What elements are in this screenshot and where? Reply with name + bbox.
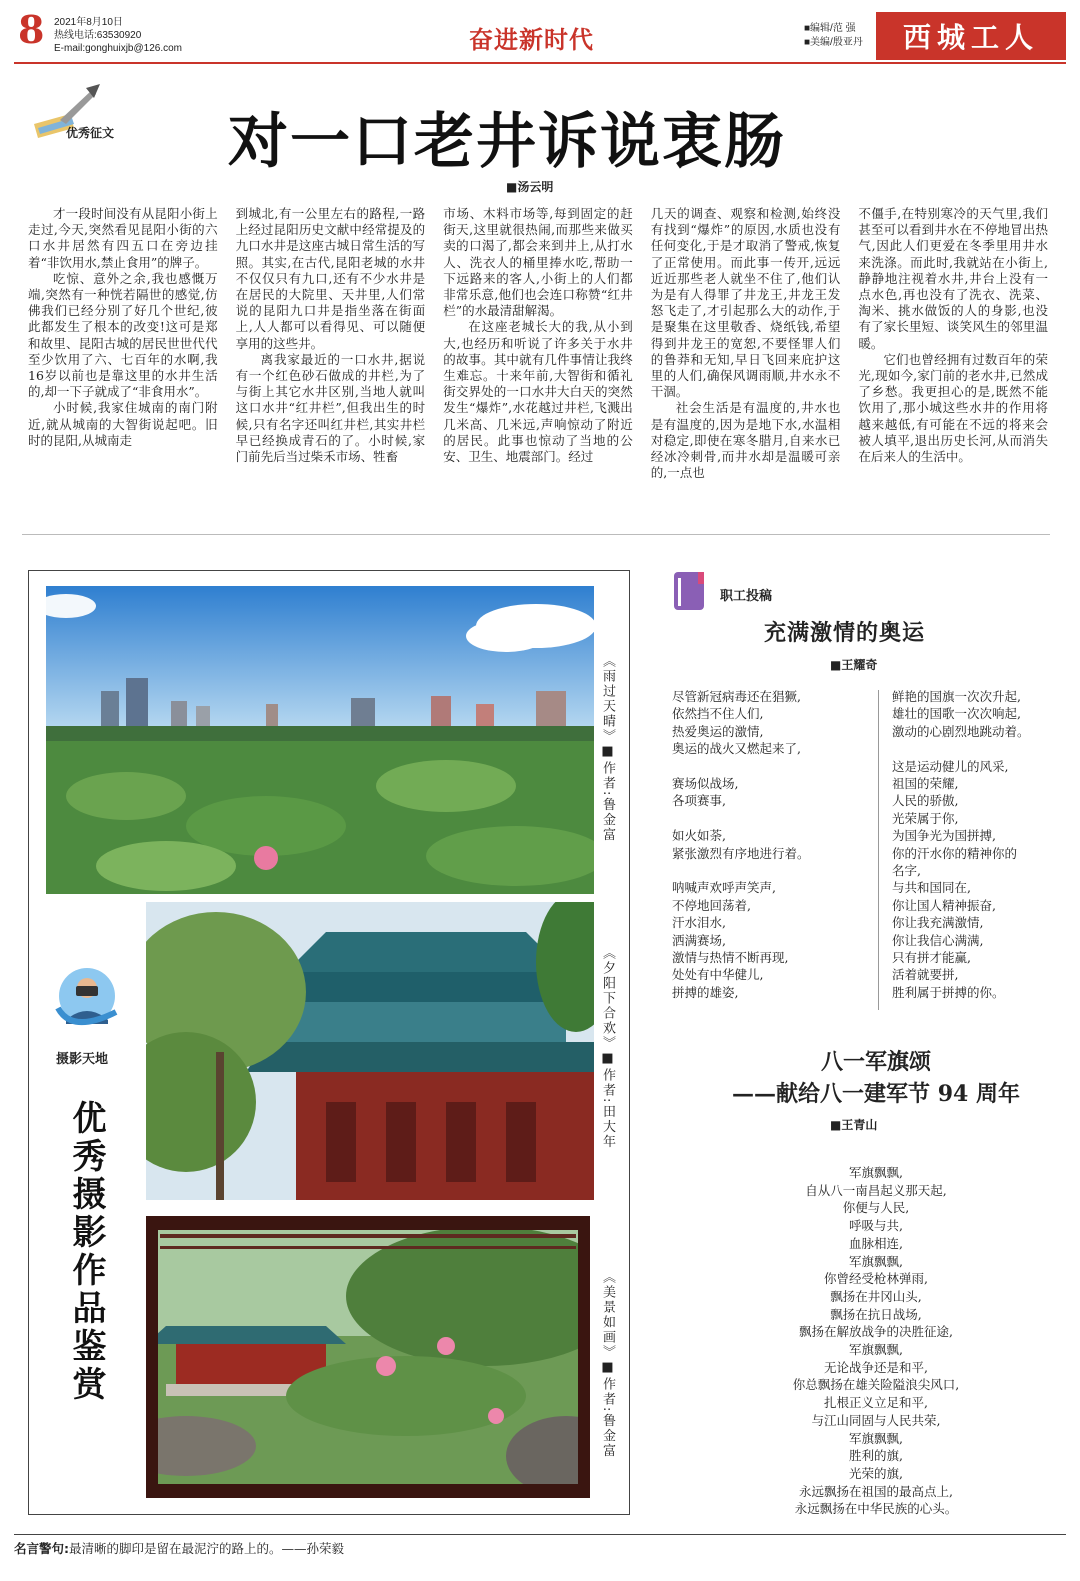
- poem-title: 充满激情的奥运: [764, 620, 926, 646]
- essay-badge: 优秀征文: [66, 126, 115, 140]
- poem-line: 这是运动健儿的风采,: [892, 758, 1009, 774]
- issue-date: 2021年8月10日: [54, 17, 123, 28]
- photography-label: 摄影天地: [56, 1052, 109, 1067]
- article-title: 对一口老井诉说衷肠: [228, 107, 786, 177]
- poem-line: 鲜艳的国旗一次次升起,: [892, 689, 1021, 704]
- paragraph: 吃惊、意外之余,我也感慨万端,突然有一种恍若隔世的感觉,仿佛我们已经分别了好几个世纪,彼此都发生了根本的改变!这可是郑和故里、昆阳古城的居民世世代代至少饮用了六、七百年的水啊,我16岁以前也是靠这里的水井生活的,却一下子就成了“非食用水”。: [28, 270, 218, 400]
- masthead: [14, 8, 1066, 64]
- quote-label: 名言警句:: [14, 1541, 69, 1556]
- poem-line: 拼搏的雄姿,: [672, 984, 739, 1000]
- photographer-icon: [52, 966, 122, 1036]
- stanza-gap: [672, 758, 810, 775]
- email: E-mail:gonghuixjb@126.com: [54, 43, 182, 54]
- poem-line: 只有拼才能赢,: [892, 950, 971, 966]
- poem-line: 扎根正义立足和平,: [824, 1395, 928, 1411]
- paragraph: 到城北,有一公里左右的路程,一路上经过昆阳历史文献中经常提及的九口水井是这座古城日常生活的写照。其实,在古代,昆阳老城的水井不仅仅只有九口,还有不少水井是在居民的大院里、天井里,人们常说的昆阳九口井是指坐落在街面上,人人都可以看得见、可以随便享用的这些井。: [235, 206, 426, 351]
- paragraph: 才一段时间没有从昆阳小街上走过,今天,突然看见昆阳小街的六口水井居然有四五口在旁边挂着“非饮用水,禁止食用”的牌子。: [28, 206, 218, 270]
- poem-line: 雄壮的国歌一次次响起,: [892, 706, 1021, 722]
- poem-line: 祖国的荣耀,: [892, 776, 959, 792]
- notebook-icon: [670, 570, 710, 612]
- poem-column-divider: [878, 690, 879, 1010]
- poem2-subtitle-line: ——献给八一建军节 94 周年: [732, 1081, 1020, 1107]
- photo-lotus-city: [46, 586, 594, 894]
- header-meta: [54, 16, 182, 55]
- poem-line: 军旗飘飘,: [849, 1342, 903, 1358]
- photo-pavilion-silk-tree: [146, 902, 594, 1200]
- poem-line: 活着就要拼,: [892, 967, 959, 983]
- paragraph: 不僵手,在特别寒冷的天气里,我们甚至可以看到井水在不停地冒出热气,因此人们更爱在冬季里用井水来洗涤。而此时,我就站在小街上,静静地注视着水井,井台上没有一点水色,再也没有了洗衣、洗菜、淘米、挑水做饭的人的身影,也没有了家长里短、谈笑风生的邻里温暖。: [858, 206, 1048, 351]
- article-column-1: [28, 206, 218, 518]
- poem-line: 激情与热情不断再现,: [672, 950, 789, 966]
- article-column-5: [858, 206, 1048, 518]
- poem-line: 处处有中华健儿,: [672, 967, 764, 983]
- poem-line: 你让我充满激情,: [892, 915, 984, 931]
- paragraph: 离我家最近的一口水井,据说有一个红色砂石做成的井栏,为了与街上其它水井区别,当地人就叫这口水井“红井栏”,但我出生的时候,只有名字还叫红井栏,其实井栏早已经换成青石的了。小时候,家门前先后当过柴禾市场、牲畜: [235, 351, 426, 465]
- photography-title: 优秀摄影作品鉴赏: [66, 1100, 106, 1404]
- photo-caption-1: 《雨过天晴》■作者:鲁金富: [600, 654, 615, 843]
- article-body: [28, 206, 1048, 518]
- poem-line: 胜利属于拼搏的你。: [892, 984, 1005, 1000]
- poem-line: 热爱奥运的激情,: [672, 723, 764, 739]
- poem2-author: ■王青山: [830, 1118, 878, 1132]
- poem-line: 你便与人民,: [842, 1200, 910, 1216]
- poem-left-stanzas: [672, 688, 810, 1001]
- poem-line: 名字,: [892, 863, 921, 879]
- photo-caption-3: 《美景如画》■作者:鲁金富: [600, 1270, 615, 1459]
- paragraph: 社会生活是有温度的,井水也是有温度的,因为是地下水,水温相对稳定,即使在寒冬腊月,自来水已经冰冷刺骨,而井水却是温暖可亲的,一点也: [650, 400, 841, 481]
- poem-line: 汗水泪水,: [672, 915, 726, 931]
- article-column-3: [443, 206, 633, 518]
- footer-quote: [14, 1534, 1066, 1557]
- poem-line: 血脉相连,: [849, 1235, 903, 1251]
- poem-line: 永远飘扬在中华民族的心头。: [794, 1501, 958, 1517]
- poem-line: 呼吸与共,: [849, 1218, 903, 1234]
- poem-line: 依然挡不住人们,: [672, 706, 764, 722]
- paper-logo: 西城工人: [876, 12, 1066, 60]
- poem-author: ■王耀奇: [830, 658, 878, 672]
- poem-line: 如火如荼,: [672, 828, 726, 844]
- poem-line: 飘扬在抗日战场,: [830, 1306, 922, 1322]
- poem-line: 你曾经受枪林弹雨,: [824, 1271, 928, 1287]
- paragraph: 小时候,我家住城南的南门附近,就从城南的大智街说起吧。旧时的昆阳,从城南走: [28, 400, 218, 448]
- quote-text: 最清晰的脚印是留在最泥泞的路上的。——孙荣毅: [69, 1541, 345, 1556]
- poem-line: 胜利的旗,: [849, 1448, 903, 1464]
- poem-line: 光荣属于你,: [892, 810, 959, 826]
- poem-line: 为国争光为国拼搏,: [892, 828, 996, 844]
- poem-line: 无论战争还是和平,: [824, 1359, 928, 1375]
- poem-line: 光荣的旗,: [849, 1465, 903, 1481]
- poem-line: 呐喊声欢呼声笑声,: [672, 880, 776, 896]
- poem-line: 与共和国同在,: [892, 880, 971, 896]
- editor: ■编辑/范 强: [804, 23, 856, 34]
- poem-line: 军旗飘飘,: [849, 1253, 903, 1269]
- article-column-2: [236, 206, 426, 518]
- section-divider: [22, 534, 1050, 535]
- poem2-body: [680, 1164, 1072, 1518]
- paragraph: 市场、木料市场等,每到固定的赶街天,这里就很热闹,而那些来做买卖的口渴了,都会来到井上,从打水人、洗衣人的桶里捧水吃,帮助一下远路来的客人,小街上的人们都非常乐意,他们也会连口称赞“红井栏”的水最清甜解渴。: [443, 206, 633, 319]
- poem-line: 永远飘扬在祖国的最高点上,: [799, 1483, 953, 1499]
- designer: ■美编/殷亚丹: [804, 37, 863, 48]
- stanza-gap: [892, 740, 1030, 757]
- editor-credits: [804, 22, 863, 50]
- poem-line: 紧张激烈有序地进行着。: [672, 845, 810, 861]
- poem-line: 飘扬在解放战争的决胜征途,: [799, 1324, 953, 1340]
- article-byline: ■汤云明: [506, 180, 554, 194]
- poem-line: 你总飘扬在雄关险隘浪尖风口,: [792, 1377, 960, 1393]
- poem-line: 人民的骄傲,: [892, 793, 959, 809]
- stanza-gap: [672, 862, 810, 879]
- photo-caption-2: 《夕阳下合欢》■作者:田大年: [600, 946, 615, 1150]
- poem-line: 飘扬在井冈山头,: [830, 1288, 922, 1304]
- poem-line: 你让国人精神振奋,: [892, 897, 996, 913]
- paragraph: 在这座老城长大的我,从小到大,也经历和听说了许多关于水井的故事。其中就有几件事情让我终生难忘。十来年前,大智街和循礼街交界处的一口水井大白天的突然发生“爆炸”,水花越过井栏,飞溅出几米高、几米远,声响惊动了附近的居民。此事也惊动了当地的公安、卫生、地震部门。经过: [443, 319, 633, 465]
- paragraph: 几天的调查、观察和检测,始终没有找到“爆炸”的原因,水质也没有任何变化,于是才取消了警戒,恢复了正常使用。而此事一传开,远远近近那些老人就坐不住了,他们认为是有人得罪了井龙王,井龙王发怒飞走了,才引起那么大的动作,于是聚集在这里敬香、烧纸钱,希望得到井龙王的宽恕,不要怪罪人们的鲁莽和无知,早日飞回来庇护这里的人们,确保风调雨顺,井水永不干涸。: [650, 206, 841, 400]
- poem-line: 各项赛事,: [672, 793, 726, 809]
- poem-line: 奥运的战火又燃起来了,: [672, 741, 801, 757]
- poem-line: 你让我信心满满,: [892, 932, 984, 948]
- paragraph: 它们也曾经拥有过数百年的荣光,现如今,家门前的老水井,已然成了乡愁。我更担心的是,既然不能饮用了,那小城这些水井的作用将越来越低,有可能在不远的将来会被人填平,退出历史长河,从而消失在后来人的生活中。: [858, 351, 1048, 465]
- poem-line: 你的汗水你的精神你的: [892, 845, 1018, 861]
- article-column-4: [651, 206, 841, 518]
- poem-line: 与江山同固与人民共荣,: [811, 1412, 941, 1428]
- section-title: 奋进新时代: [469, 26, 594, 54]
- poem2-title-line: 八一军旗颂: [820, 1049, 931, 1075]
- poem-line: 尽管新冠病毒还在猖獗,: [672, 689, 801, 704]
- poem-right-stanzas: [892, 688, 1030, 1001]
- poem-line: 洒满赛场,: [672, 932, 726, 948]
- poem-line: 不停地回荡着,: [672, 897, 751, 913]
- poem-line: 军旗飘飘,: [849, 1430, 903, 1446]
- stanza-gap: [672, 810, 810, 827]
- poem-line: 激动的心剧烈地跳动着。: [892, 723, 1030, 739]
- poem-line: 军旗飘飘,: [849, 1165, 903, 1180]
- photo-garden-pavilion: [146, 1216, 590, 1498]
- hotline: 热线电话:63530920: [54, 30, 142, 41]
- page-number: 8: [18, 7, 45, 52]
- poem2-title: [680, 1046, 1072, 1110]
- submission-label: 职工投稿: [720, 589, 773, 604]
- poem-line: 自从八一南昌起义那天起,: [805, 1182, 947, 1198]
- poem-line: 赛场似战场,: [672, 776, 739, 792]
